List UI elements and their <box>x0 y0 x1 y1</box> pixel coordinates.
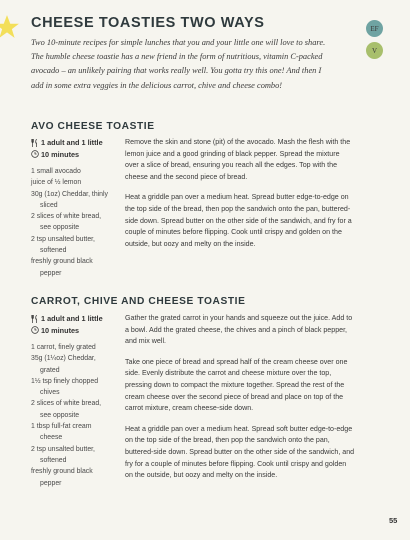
method-step: Remove the skin and stone (pit) of the avocado. Mash the flesh with the lemon juice and a good grinding of black pepper. Spread the mixture over a slice of bread, ensuring you reach all the edges. Top with the cheese and the second piece of bread. <box>125 138 351 181</box>
clock-icon <box>31 326 39 334</box>
method-step: Gather the grated carrot in your hands and squeeze out the juice. Add to a bowl. Add the grated cheese, the chives and a pinch of black pepper, and mix well. <box>125 314 353 346</box>
ingredient-item: 2 tsp unsalted butter, softened <box>31 235 95 255</box>
ingredient-list-carrot <box>31 342 113 489</box>
method-step: Heat a griddle pan over a medium heat. Spread soft butter edge-to-edge on the top side of the bread, then pop the sandwich onto the pan, buttered-side down. Spread butter on the other side of the sandwich, and fry for a couple of minutes before flipping. Cook until crispy and golden on the outside, but oozy and melty on the inside. <box>125 424 355 480</box>
clock-icon <box>31 150 39 158</box>
serves-row <box>31 137 103 149</box>
page-number: 55 <box>389 516 398 525</box>
recipe-meta-avo <box>31 137 103 160</box>
serves-row <box>31 313 103 325</box>
ingredient-item: freshly ground black pepper <box>31 468 93 487</box>
time-text: 10 minutes <box>41 325 80 335</box>
star-icon <box>0 14 20 40</box>
method-carrot <box>125 313 355 491</box>
ingredient-item: juice of ½ lemon <box>31 179 82 187</box>
method-avo <box>125 137 355 259</box>
time-row <box>31 149 103 161</box>
ingredient-item: 1½ tsp finely chopped chives <box>31 377 99 397</box>
ingredient-item: 1 carrot, finely grated <box>31 344 96 351</box>
ingredient-item: 2 slices of white bread, see opposite <box>31 400 102 419</box>
time-row <box>31 325 103 337</box>
method-step: Heat a griddle pan over a medium heat. Spread butter edge-to-edge on the top side of the bread, then pop the sandwich onto the pan, buttered-side down. Spread butter on the other side of the sandwich, and fry for a couple of minutes before flipping. Cook until crispy and golden on the outside, but oozy and melty on the inside. <box>125 193 352 248</box>
ingredient-list-avo <box>31 166 113 279</box>
time-text: 10 minutes <box>41 149 80 159</box>
ingredient-item: freshly ground black pepper <box>31 258 93 277</box>
intro-text: Two 10-minute recipes for simple lunches that you and your little one will love to share. The humble cheese toastie has a new friend in the form of nutritious, vitamin C-packed avocado – an unlikely pairing that works really well. You gotta try this one! And then I add in some extra veggies in the delicious carrot, chive and cheese combo! <box>31 38 326 90</box>
recipe-meta-carrot <box>31 313 103 336</box>
serves-text: 1 adult and 1 little <box>41 314 103 323</box>
method-step: Take one piece of bread and spread half of the cream cheese over one side. Evenly distribute the carrot and cheese mixture over the top, pressing down to compact the mixture together. Spread the rest of the cream cheese over the second piece of bread and place on top of the carrot mixture, cream cheese-side down. <box>125 357 348 413</box>
recipe-title-carrot: CARROT, CHIVE AND CHEESE TOASTIE <box>31 296 246 307</box>
vegetarian-badge: V <box>366 42 383 59</box>
recipe-title-avo: AVO CHEESE TOASTIE <box>31 121 155 132</box>
ingredient-item: 30g (1oz) Cheddar, thinly sliced <box>31 190 108 209</box>
cutlery-icon <box>31 315 39 323</box>
cutlery-icon <box>31 139 39 147</box>
serves-text: 1 adult and 1 little <box>41 138 103 147</box>
ingredient-item: 2 tsp unsalted butter, softened <box>31 445 95 464</box>
ingredient-item: 1 tbsp full-fat cream cheese <box>31 423 92 442</box>
ingredient-item: 35g (1¼oz) Cheddar, grated <box>31 355 96 374</box>
page-title: CHEESE TOASTIES TWO WAYS <box>31 15 265 31</box>
ingredient-item: 2 slices of white bread, see opposite <box>31 213 102 232</box>
ingredient-item: 1 small avocado <box>31 168 81 175</box>
egg-free-badge: EF <box>366 20 383 37</box>
